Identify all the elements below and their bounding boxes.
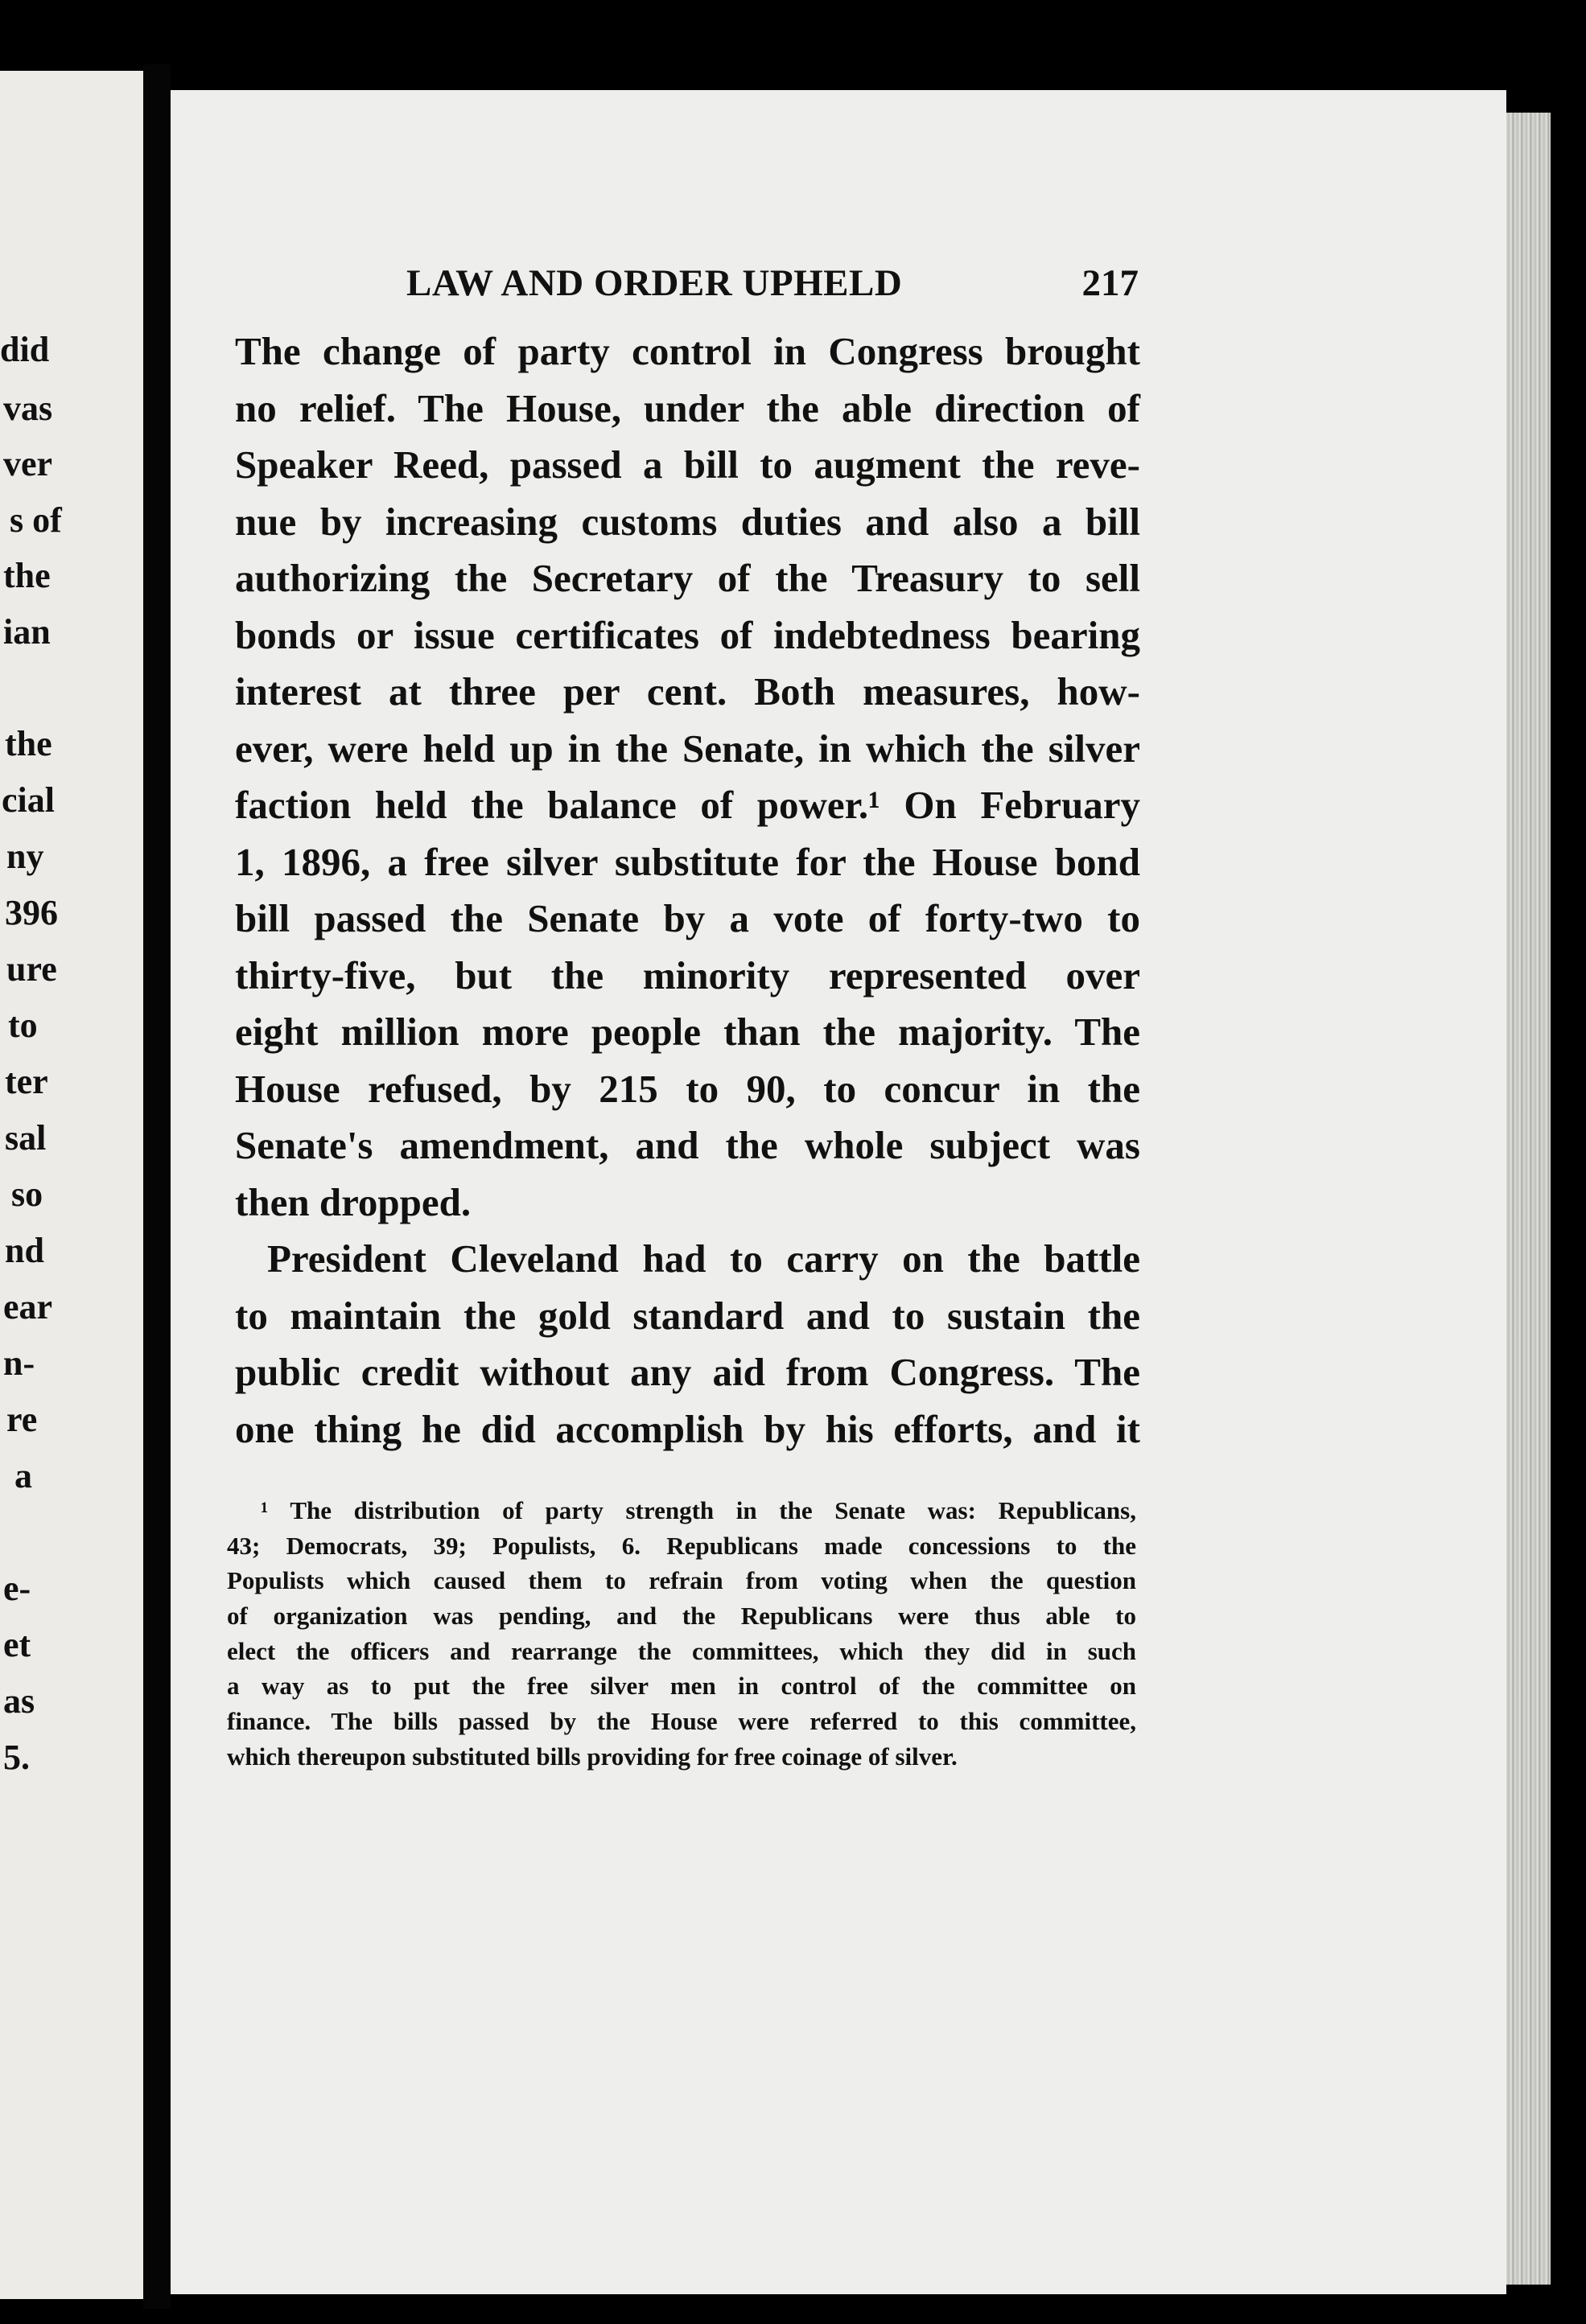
text-line: House refused, by 215 to 90, to concur in the: [235, 1066, 1140, 1111]
footnote-line: a way as to put the free silver men in control of the committee on: [227, 1672, 1136, 1701]
left-page-fragment: nd: [5, 1231, 44, 1270]
text-line: one thing he did accomplish by his efforts, and it: [235, 1406, 1140, 1451]
text-line: authorizing the Secretary of the Treasury to sell: [235, 556, 1140, 600]
left-page-fragment: as: [3, 1681, 35, 1721]
left-page-fragment: 396: [5, 893, 58, 932]
text-line: 1, 1896, a free silver substitute for the House bond: [235, 839, 1140, 884]
text-line: President Cleveland had to carry on the battle: [267, 1236, 1140, 1281]
left-page-fragment: ny: [6, 837, 44, 876]
footnote-line: ¹ The distribution of party strength in the Senate was: Republicans,: [261, 1496, 1136, 1524]
text-line: Senate's amendment, and the whole subject was: [235, 1123, 1140, 1167]
left-page-fragment: did: [0, 330, 50, 369]
footnote-line: 43; Democrats, 39; Populists, 6. Republicans made concessions to the: [227, 1531, 1136, 1560]
text-line: public credit without any aid from Congress. The: [235, 1350, 1140, 1394]
text-line: nue by increasing customs duties and also a bill: [235, 499, 1140, 544]
body-text: [235, 323, 1140, 1458]
footnote: [227, 1493, 1136, 1775]
footnote-line: Populists which caused them to refrain from voting when the question: [227, 1566, 1136, 1595]
text-line: The change of party control in Congress brought: [235, 329, 1140, 373]
left-page-fragment: n-: [3, 1343, 35, 1383]
book-gutter: [143, 64, 171, 2309]
left-page-fragment: e-: [3, 1569, 31, 1608]
left-page-fragment: ear: [3, 1287, 53, 1327]
text-line: eight million more people than the majority. The: [235, 1010, 1140, 1054]
left-page-fragment: sal: [5, 1118, 47, 1158]
left-page: [0, 71, 143, 2299]
left-page-fragment: a: [14, 1456, 32, 1495]
left-page-fragment: ian: [3, 612, 51, 652]
page-edge: [1506, 113, 1551, 2285]
text-line: bonds or issue certificates of indebtedness bearing: [235, 612, 1140, 657]
left-page-fragment: to: [8, 1006, 38, 1045]
left-page-fragment: so: [11, 1174, 43, 1214]
left-page-fragment: cial: [2, 780, 55, 820]
running-head-title: LAW AND ORDER UPHELD: [406, 262, 903, 304]
text-line: thirty-five, but the minority represented over: [235, 952, 1140, 997]
text-line: ever, were held up in the Senate, in which the silver: [235, 726, 1140, 771]
text-line: interest at three per cent. Both measures, how-: [235, 669, 1140, 714]
text-line: then dropped.: [235, 1179, 472, 1224]
left-page-fragment: the: [3, 556, 51, 595]
text-line: no relief. The House, under the able direction of: [235, 385, 1140, 430]
left-page-fragment: et: [3, 1625, 31, 1664]
footnote-line: finance. The bills passed by the House were referred to this committee,: [227, 1707, 1136, 1736]
text-line: to maintain the gold standard and to sustain the: [235, 1293, 1140, 1338]
left-page-fragment: the: [5, 724, 52, 763]
left-page-fragment: ver: [3, 444, 53, 483]
footnote-line: of organization was pending, and the Republicans were thus able to: [227, 1602, 1136, 1631]
running-head: [406, 261, 1139, 310]
left-page-fragment: ure: [6, 949, 57, 989]
left-page-fragment: 5.: [3, 1738, 30, 1777]
footnote-line: elect the officers and rearrange the committees, which they did in such: [227, 1636, 1136, 1665]
left-page-fragment: re: [6, 1400, 38, 1439]
left-page-fragment: vas: [3, 389, 53, 428]
page-number: 217: [1081, 262, 1139, 304]
text-line: bill passed the Senate by a vote of forty-two to: [235, 896, 1140, 940]
left-page-fragment: ter: [5, 1062, 48, 1101]
left-page-fragment: s of: [10, 500, 62, 540]
text-line: faction held the balance of power.¹ On February: [235, 783, 1140, 827]
text-line: Speaker Reed, passed a bill to augment the reve-: [235, 442, 1140, 487]
footnote-line: which thereupon substituted bills providing for free coinage of silver.: [227, 1742, 958, 1771]
